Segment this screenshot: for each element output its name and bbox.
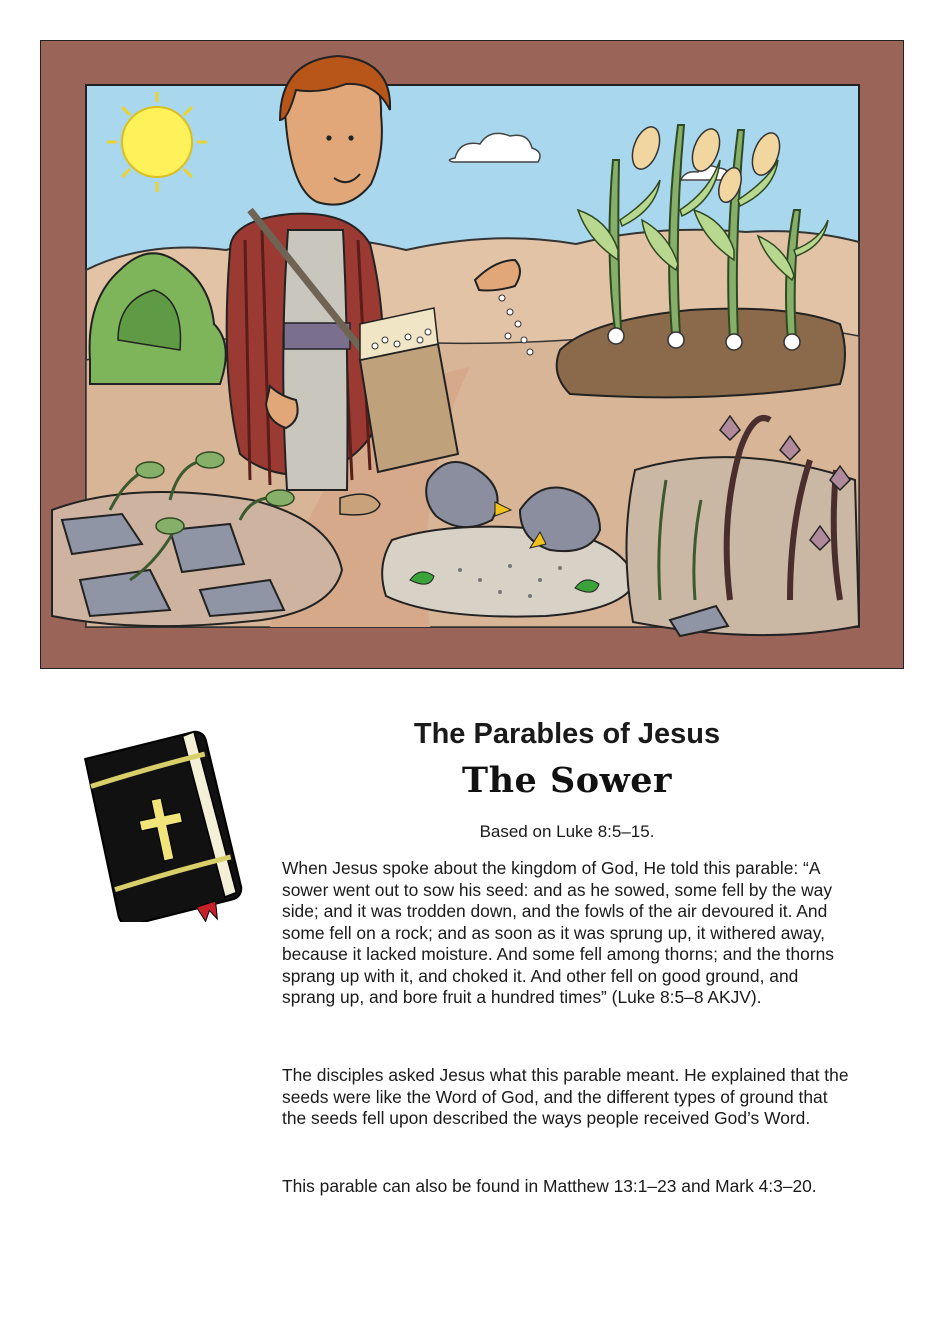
book-with-cross-icon (82, 722, 247, 922)
body-paragraph: When Jesus spoke about the kingdom of God, He told this parable: “A sower went out to sow his seed: and as he sowed, some fell by the way side; and it was trodden down, and the fowls of the air devoured it. And some fell on a rock; and as soon as it was sprung up, it withered away, because it lacked moisture. And some fell among thorns; and the thorns sprang up with it, and choked it. And other fell on good ground, and sprang up, and bore fruit a hundred times” (Luke 8:5–8 AKJV). (282, 858, 834, 1007)
scripture-source: Based on Luke 8:5–15. (479, 822, 655, 841)
sower-illustration (40, 40, 904, 669)
body-paragraph: This parable can also be found in Matthew 13:1–23 and Mark 4:3–20. (282, 1176, 817, 1196)
bible-graphic (82, 722, 247, 922)
story-title: The Sower (462, 760, 672, 801)
series-title: The Parables of Jesus (413, 718, 721, 750)
body-paragraph: The disciples asked Jesus what this parable meant. He explained that the seeds were like the Word of God, and the different types of ground that the seeds fell upon described the ways people received God’s Word. (282, 1065, 849, 1128)
illustration-canvas (40, 40, 904, 669)
sun-icon (107, 92, 207, 192)
